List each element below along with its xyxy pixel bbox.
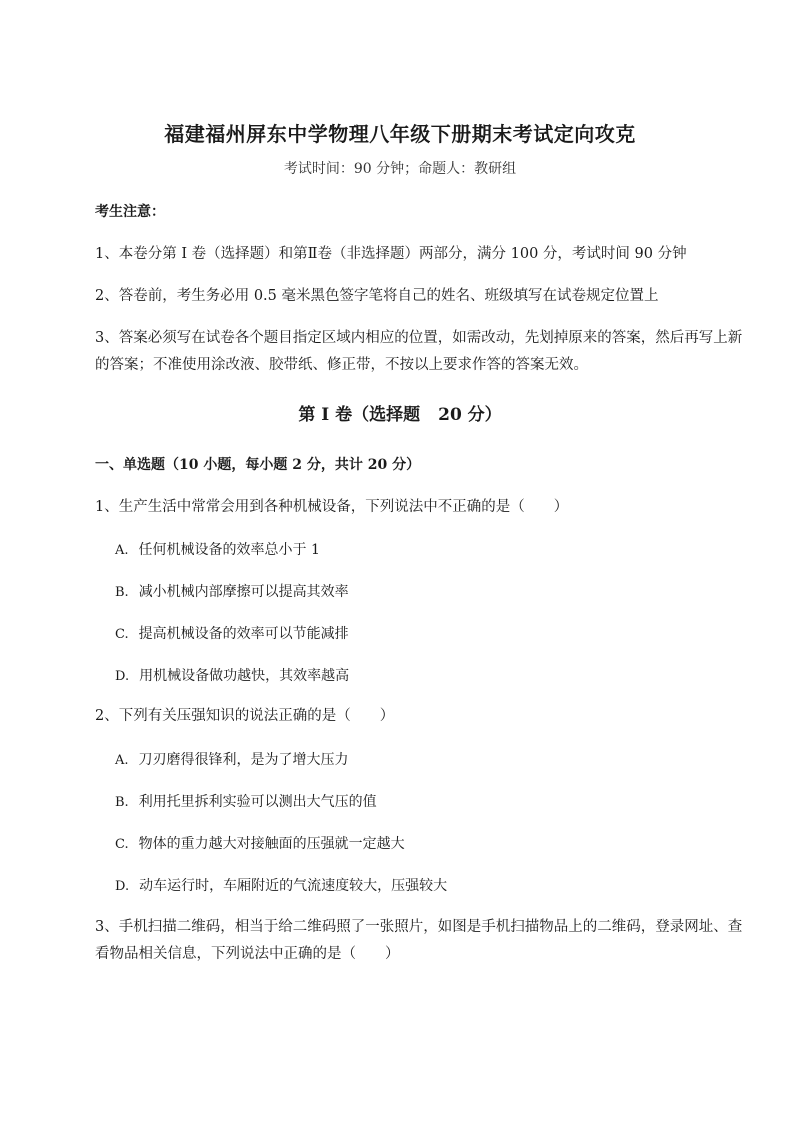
question-1-option-d — [115, 666, 349, 687]
question-2-stem: 2、下列有关压强知识的说法正确的是（ ） — [95, 708, 395, 724]
question-1-option-b — [115, 582, 349, 603]
question-3-stem: 3、手机扫描二维码，相当于给二维码照了一张照片，如图是手机扫描物品上的二维码，登录网址、查看物品相关信息，下列说法中正确的是（ ） — [95, 919, 743, 962]
notice-item-1: 1、本卷分第 I 卷（选择题）和第Ⅱ卷（非选择题）两部分，满分 100 分，考试时间 90 分钟 — [95, 246, 687, 262]
option-text: 物体的重力越大对接触面的压强就一定越大 — [138, 836, 405, 852]
option-text: 提高机械设备的效率可以节能减排 — [138, 626, 349, 642]
option-letter: C. — [115, 627, 129, 642]
page-title: 福建福州屏东中学物理八年级下册期末考试定向攻克 — [164, 122, 636, 146]
option-letter: D. — [115, 669, 130, 684]
option-text: 任何机械设备的效率总小于 1 — [138, 542, 320, 558]
option-text: 用机械设备做功越快，其效率越高 — [139, 668, 350, 684]
option-letter: B. — [115, 795, 129, 810]
option-letter: A. — [115, 753, 129, 768]
notice-heading: 考生注意： — [95, 204, 165, 220]
section-title-right: 20 分） — [438, 405, 502, 425]
question-1-option-c — [115, 624, 349, 645]
section-title — [0, 400, 800, 425]
notice-item-3: 3、答案必须写在试卷各个题目指定区域内相应的位置，如需改动，先划掉原来的答案，然后再写上新的答案；不准使用涂改液、胶带纸、修正带，不按以上要求作答的答案无效。 — [95, 330, 743, 373]
option-letter: A. — [115, 543, 129, 558]
part-heading: 一、单选题（10 小题，每小题 2 分，共计 20 分） — [95, 457, 421, 473]
option-text: 动车运行时，车厢附近的气流速度较大，压强较大 — [139, 878, 448, 894]
question-2-option-a — [115, 750, 349, 771]
option-letter: C. — [115, 837, 129, 852]
question-1-option-a — [115, 540, 320, 561]
exam-info-subtitle: 考试时间：90 分钟；命题人：教研组 — [283, 161, 517, 177]
question-2-option-c — [115, 834, 405, 855]
option-text: 减小机械内部摩擦可以提高其效率 — [138, 584, 349, 600]
notice-item-2: 2、答卷前，考生务必用 0.5 毫米黑色签字笔将自己的姓名、班级填写在试卷规定位置上 — [95, 288, 659, 304]
question-2-option-b — [115, 792, 377, 813]
question-2-option-d — [115, 876, 447, 897]
option-text: 利用托里拆利实验可以测出大气压的值 — [138, 794, 377, 810]
option-letter: B. — [115, 585, 129, 600]
option-letter: D. — [115, 879, 130, 894]
section-title-left: 第 I 卷（选择题 — [298, 405, 421, 425]
option-text: 刀刃磨得很锋利，是为了增大压力 — [138, 752, 349, 768]
question-1-stem: 1、生产生活中常常会用到各种机械设备，下列说法中不正确的是（ ） — [95, 499, 569, 515]
